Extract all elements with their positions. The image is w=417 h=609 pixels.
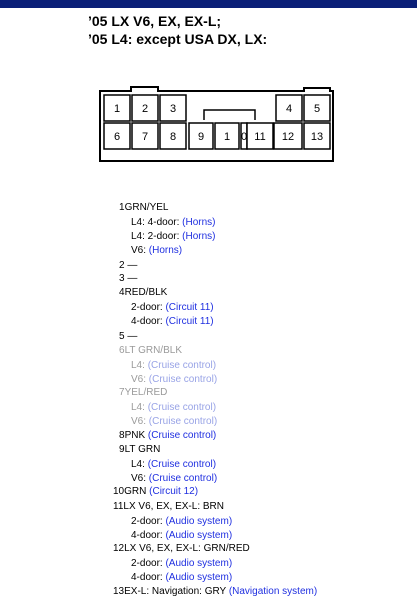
connector-pin-top-5-label: 5: [313, 103, 321, 115]
sub-label: V6:: [131, 473, 149, 484]
pin-number: 7: [119, 387, 125, 398]
pin-main-line: [119, 259, 417, 272]
pin-sub-line: [131, 529, 232, 542]
pin-row-9: [119, 443, 417, 484]
connector-pin-bottom-9-label: 13: [310, 131, 324, 143]
page-title-line-2: ’05 L4: except USA DX, LX:: [88, 31, 268, 47]
connector-pin-bottom-4-label: 9: [197, 131, 205, 143]
pin-row-11: [113, 500, 417, 541]
wire-color: —: [124, 331, 138, 342]
pin-sub-line: [131, 230, 216, 243]
circuit-link[interactable]: (Circuit 11): [165, 316, 214, 327]
pin-main-line: [119, 330, 417, 343]
circuit-link[interactable]: (Cruise control): [147, 430, 217, 441]
pin-sub-line: [131, 571, 232, 584]
pin-sub-line: [131, 315, 214, 328]
pin-sub-line: [131, 415, 217, 428]
connector-pin-bottom-3-label: 8: [169, 131, 177, 143]
pin-row-4: [119, 286, 417, 327]
circuit-link[interactable]: (Navigation system): [228, 586, 318, 597]
wire-color: GRN: [124, 486, 147, 497]
wire-color: LT GRN: [124, 444, 161, 455]
sub-label: 4-door:: [131, 572, 166, 583]
pin-number: 9: [119, 444, 125, 455]
connector-pin-bottom-1-label: 6: [113, 131, 121, 143]
circuit-link[interactable]: (Circuit 12): [149, 486, 199, 497]
pin-sub-line: [131, 301, 214, 314]
connector-pin-bottom-7-label: 11: [254, 131, 266, 143]
pin-number: 2: [119, 260, 125, 271]
wire-color: EX-L: Navigation: GRY: [124, 586, 227, 597]
pin-row-6: [119, 344, 417, 385]
sub-label: 4-door:: [131, 316, 166, 327]
sub-label: 2-door:: [131, 516, 166, 527]
pin-main-line: [113, 585, 417, 598]
sub-label: L4: 2-door:: [131, 231, 183, 242]
pin-number: 8: [119, 430, 125, 441]
circuit-link[interactable]: (Cruise control): [148, 374, 218, 385]
circuit-link[interactable]: (Horns): [182, 231, 216, 242]
pin-main-line: [113, 542, 417, 555]
circuit-link[interactable]: (Audio system): [165, 516, 233, 527]
sub-label: L4:: [131, 459, 148, 470]
wire-color: LX V6, EX, EX-L: BRN: [123, 501, 224, 512]
pin-row-8: [119, 429, 417, 442]
pin-main-line: [113, 485, 417, 498]
sub-label: 2-door:: [131, 558, 166, 569]
circuit-link[interactable]: (Cruise control): [147, 459, 217, 470]
connector-pin-bottom-5-label: 1: [223, 131, 231, 143]
sub-label: V6:: [131, 245, 149, 256]
circuit-link[interactable]: (Audio system): [165, 530, 233, 541]
circuit-link[interactable]: (Circuit 11): [165, 302, 214, 313]
pin-sub-line: [131, 244, 182, 257]
pin-sub-line: [131, 359, 216, 372]
pin-number: 4: [119, 287, 125, 298]
pin-main-line: [113, 500, 417, 513]
sub-label: V6:: [131, 416, 149, 427]
connector-pin-top-4-label: 4: [285, 103, 293, 115]
sub-label: 4-door:: [131, 530, 166, 541]
pin-number: 11: [113, 501, 124, 512]
sub-label: L4:: [131, 402, 148, 413]
circuit-link[interactable]: (Cruise control): [148, 416, 218, 427]
pin-row-10: [113, 485, 417, 498]
circuit-link[interactable]: (Audio system): [165, 572, 233, 583]
pin-row-12: [113, 542, 417, 583]
pin-main-line: [119, 272, 417, 285]
connector-pin-top-2-label: 2: [141, 103, 149, 115]
pin-main-line: [119, 286, 417, 299]
connector-pin-bottom-2-label: 7: [141, 131, 149, 143]
connector-pin-top-3-label: 3: [169, 103, 177, 115]
wire-color: —: [124, 260, 138, 271]
circuit-link[interactable]: (Cruise control): [148, 473, 218, 484]
pin-number: 12: [113, 543, 125, 554]
pin-row-3: [119, 272, 417, 285]
sub-label: 2-door:: [131, 302, 166, 313]
sub-label: L4: 4-door:: [131, 217, 183, 228]
wire-color: YEL/RED: [124, 387, 168, 398]
pin-main-line: [119, 201, 417, 214]
circuit-link[interactable]: (Horns): [148, 245, 183, 256]
pin-number: 6: [119, 345, 125, 356]
pin-sub-line: [131, 373, 217, 386]
pin-main-line: [119, 443, 417, 456]
pin-main-line: [119, 429, 417, 442]
circuit-link[interactable]: (Cruise control): [147, 402, 217, 413]
wire-color: LX V6, EX, EX-L: GRN/RED: [124, 543, 250, 554]
pin-sub-line: [131, 458, 216, 471]
pin-main-line: [119, 344, 417, 357]
pin-number: 3: [119, 273, 125, 284]
pin-row-1: [119, 201, 417, 256]
wire-color: RED/BLK: [124, 287, 168, 298]
pin-sub-line: [131, 557, 232, 570]
pin-main-line: [119, 386, 417, 399]
pin-sub-line: [131, 401, 216, 414]
circuit-link[interactable]: (Audio system): [165, 558, 233, 569]
pin-number: 5: [119, 331, 125, 342]
pin-number: 13: [113, 586, 125, 597]
pin-sub-line: [131, 515, 232, 528]
connector-pin-bottom-6-label: 0: [240, 131, 248, 143]
circuit-link[interactable]: (Cruise control): [147, 360, 217, 371]
wire-color: GRN/YEL: [124, 202, 169, 213]
pin-row-7: [119, 386, 417, 427]
page-title-line-1: ’05 LX V6, EX, EX-L;: [88, 13, 222, 29]
pin-row-2: [119, 259, 417, 272]
pin-sub-line: [131, 472, 217, 485]
connector-pin-top-1-label: 1: [113, 103, 121, 115]
pin-sub-line: [131, 216, 216, 229]
sub-label: V6:: [131, 374, 149, 385]
wire-color: LT GRN/BLK: [124, 345, 182, 356]
sub-label: L4:: [131, 360, 148, 371]
wire-color: PNK: [124, 430, 146, 441]
pin-number: 1: [119, 202, 125, 213]
pin-number: 10: [113, 486, 125, 497]
connector-pin-bottom-8-label: 12: [281, 131, 295, 143]
pin-row-13: [113, 585, 417, 598]
pin-row-5: [119, 330, 417, 343]
circuit-link[interactable]: (Horns): [182, 217, 216, 228]
wire-color: —: [124, 273, 138, 284]
